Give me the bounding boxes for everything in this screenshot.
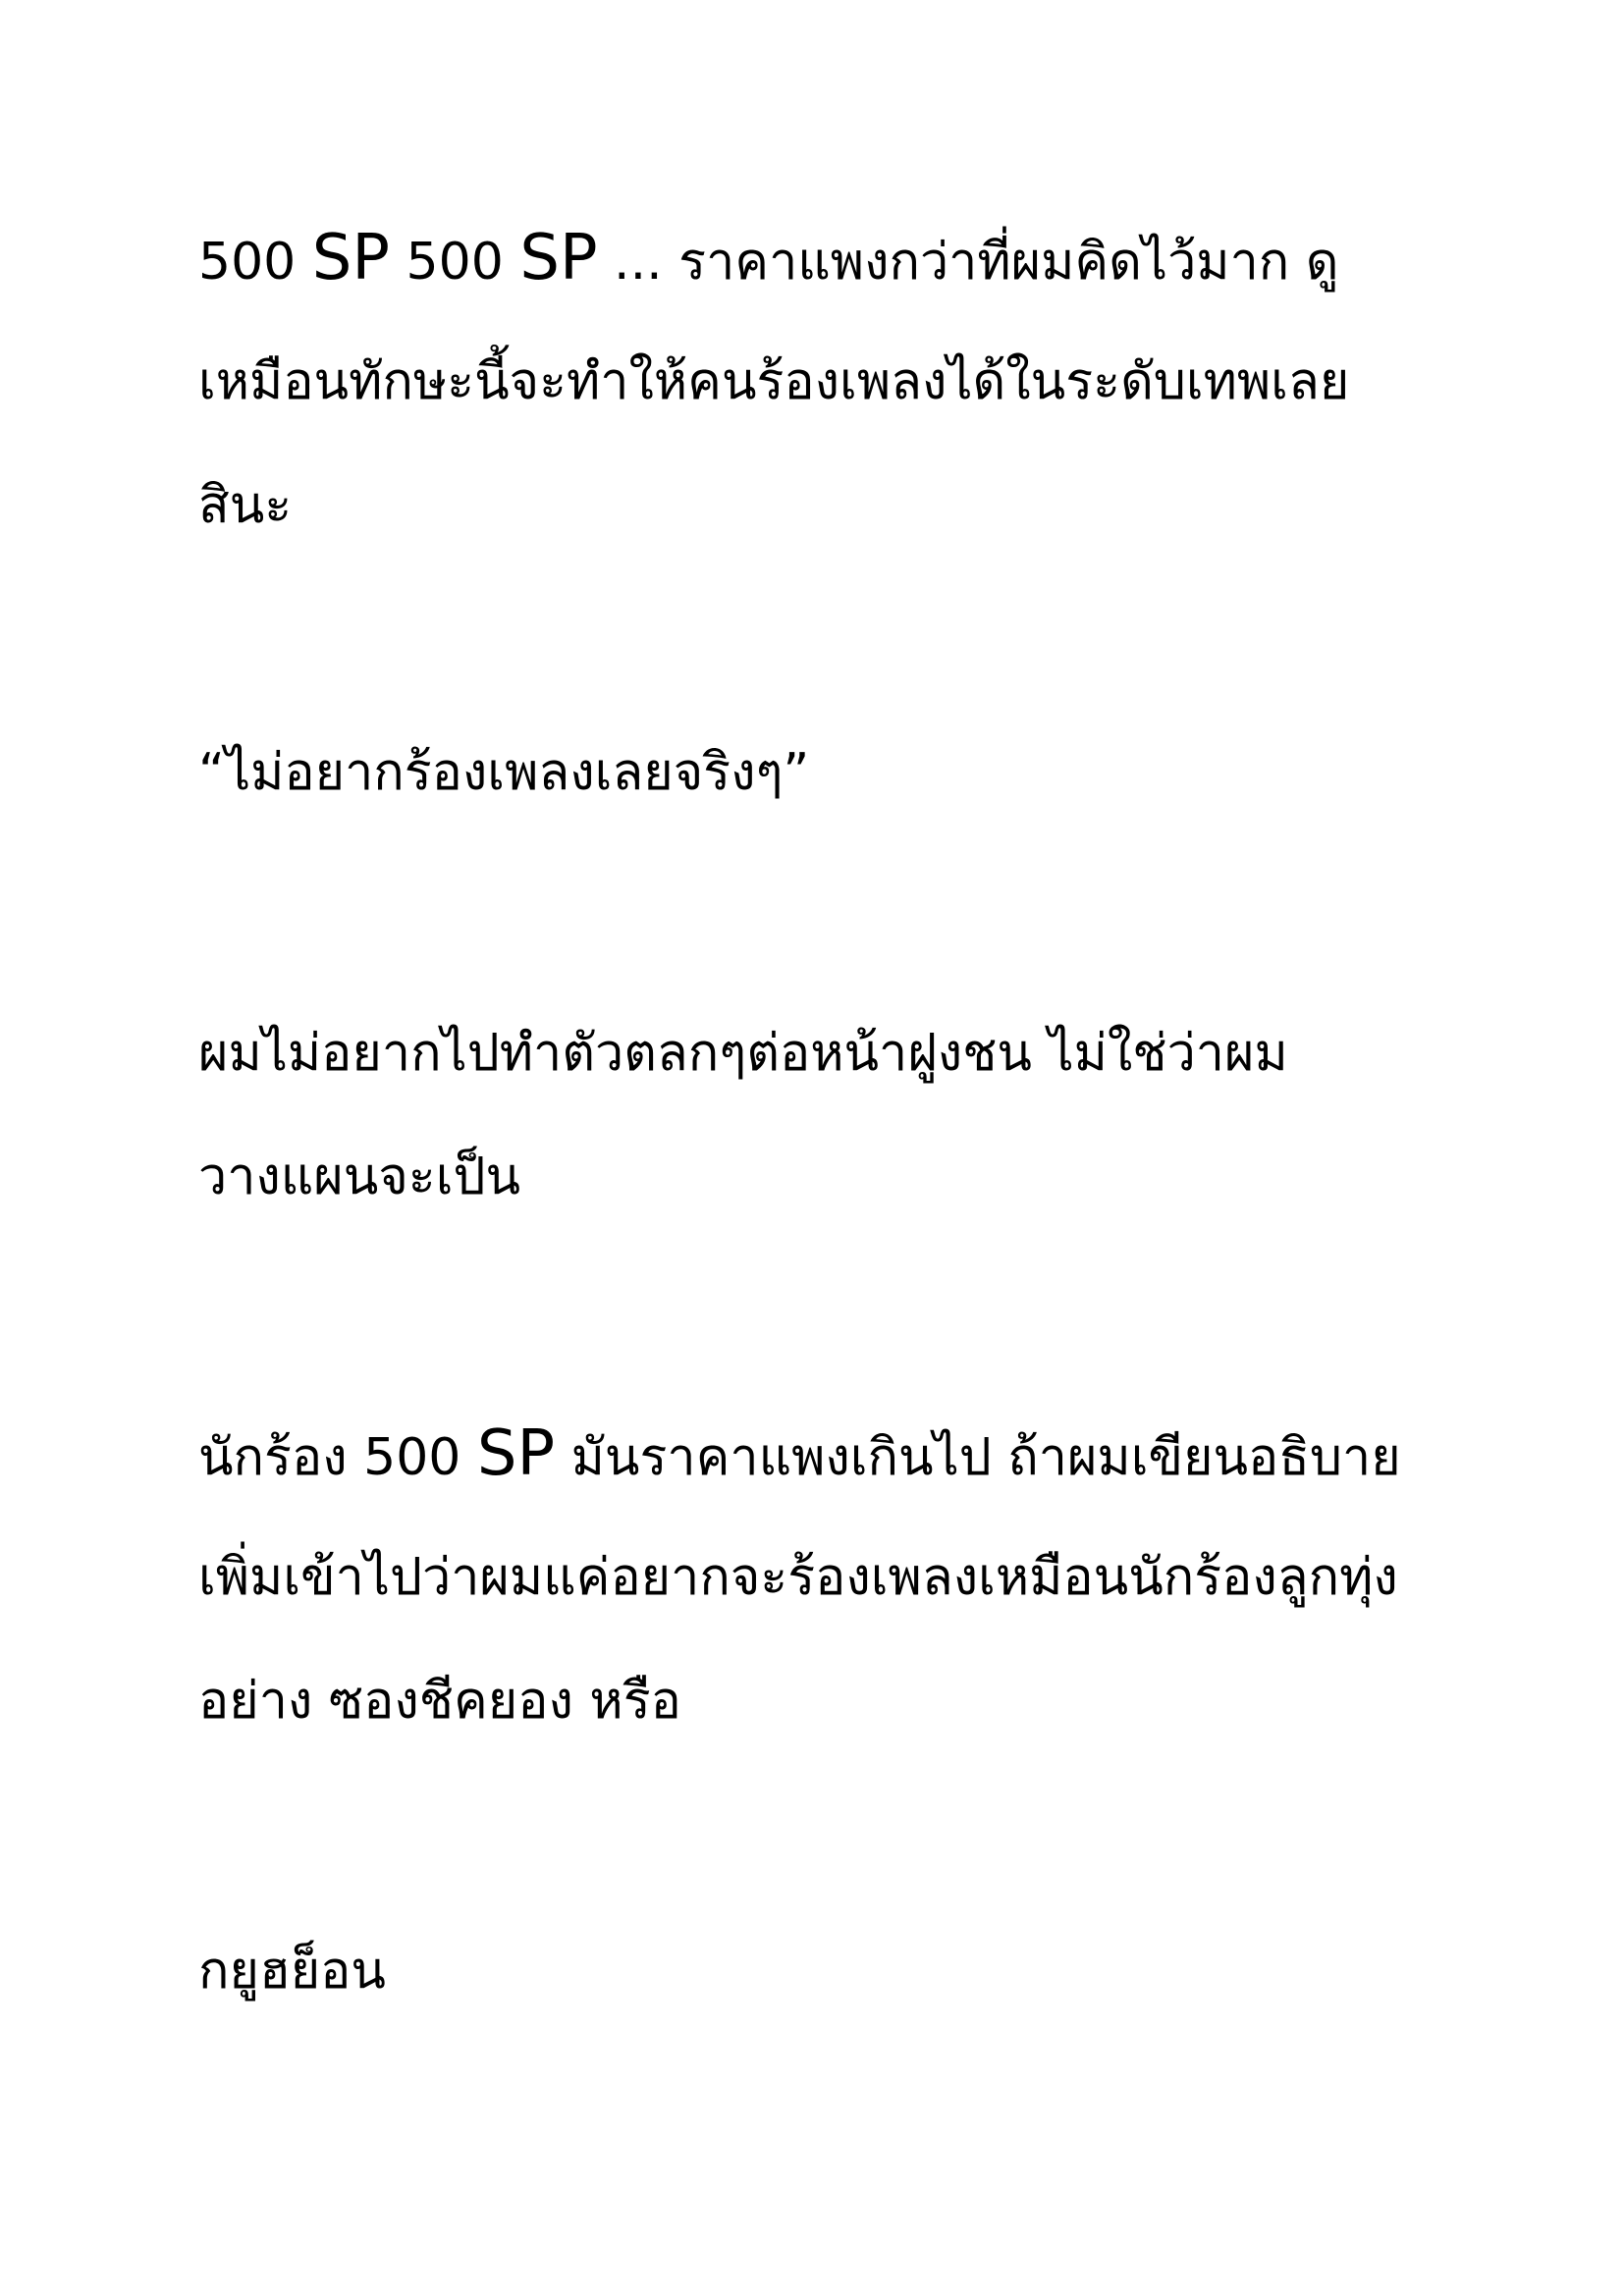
sp-text: SP xyxy=(476,1417,556,1490)
paragraph-3 xyxy=(198,991,1435,1239)
paragraph-1 xyxy=(198,196,1435,567)
text-line: อย่าง ซองชีคยอง หรือ xyxy=(198,1672,681,1731)
text-line: วางแผนจะเป็น xyxy=(198,1148,521,1206)
paragraph-4 xyxy=(198,1392,1435,1763)
text-line xyxy=(198,196,1435,320)
text-run: 500 xyxy=(198,233,312,292)
sp-text: SP xyxy=(311,222,390,294)
text-run: นักร้อง 500 xyxy=(198,1428,477,1487)
text-line: เหมือนทักษะนี้จะทำให้คนร้องเพลงได้ในระดับเทพเลย xyxy=(198,352,1350,411)
text-line: ผมไม่อยากไปทำตัวตลกๆต่อหน้าฝูงชน ไม่ใช่ว่าผม xyxy=(198,1024,1288,1083)
text-line: สินะ xyxy=(198,476,293,535)
text-line: เพิ่มเข้าไปว่าผมแค่อยากจะร้องเพลงเหมือนนักร้องลูกทุ่ง xyxy=(198,1548,1398,1607)
paragraph-5 xyxy=(198,1909,1435,2033)
text-run: ... ราคาแพงกว่าที่ผมคิดไว้มาก ดู xyxy=(597,233,1339,292)
text-line: กยูฮย็อน xyxy=(198,1942,386,2001)
sp-text: SP xyxy=(519,222,598,294)
text-line xyxy=(198,1392,1435,1516)
text-run: 500 xyxy=(390,233,520,292)
text-run: มันราคาแพงเกินไป ถ้าผมเขียนอธิบาย xyxy=(555,1428,1401,1487)
text-line: “ไม่อยากร้องเพลงเลยจริงๆ” xyxy=(198,743,810,802)
paragraph-2 xyxy=(198,711,1435,834)
